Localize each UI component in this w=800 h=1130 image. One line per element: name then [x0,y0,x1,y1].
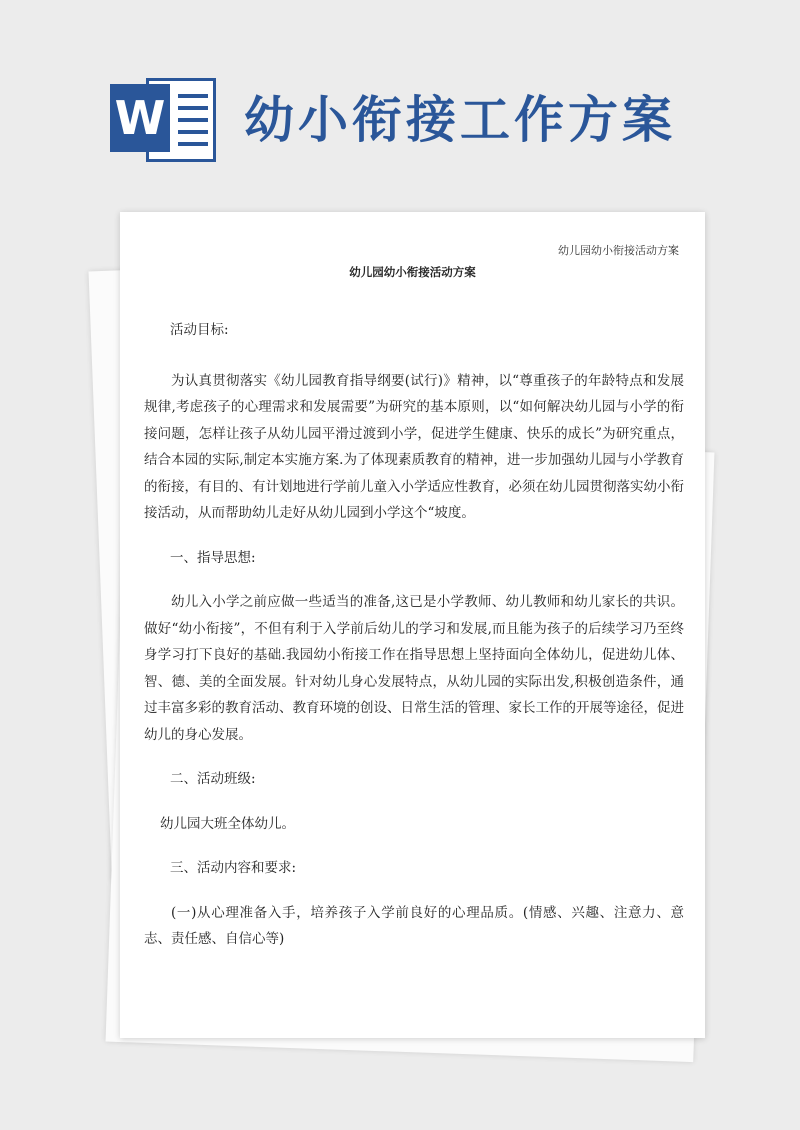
paragraph-guiding-thought: 幼儿入小学之前应做一些适当的准备,这已是小学教师、幼儿教师和幼儿家长的共识。做好“幼小衔接”，不但有利于入学前后幼儿的学习和发展,而且能为孩子的后续学习乃至终身学习打下良好的基础.我园幼小衔接工作在指导思想上坚持面向全体幼儿，促进幼儿体、智、德、美的全面发展。针对幼儿身心发展特点，从幼儿园的实际出发,积极创造条件，通过丰富多彩的教育活动、教育环境的创设、日常生活的管理、家长工作的开展等途径，促进幼儿的身心发展。 [144,594,684,743]
banner-title: 幼小衔接工作方案 [244,91,676,149]
paragraph-goals: 为认真贯彻落实《幼儿园教育指导纲要(试行)》精神，以“尊重孩子的年龄特点和发展规律,考虑孩子的心理需求和发展需要”为研究的基本原则，以“如何解决幼儿园与小学的衔接问题，怎样让孩子从幼儿园平滑过渡到小学，促进学生健康、快乐的成长”为研究重点，结合本园的实际,制定本实施方案.为了体现素质教育的精神，进一步加强幼儿园与小学教育的衔接，有目的、有计划地进行学前儿童入小学适应性教育，必须在幼儿园贯彻落实幼小衔接活动，从而帮助幼儿走好从幼儿园到小学这个“坡度。 [144,372,684,521]
page-header-note: 幼儿园幼小衔接活动方案 [558,244,679,257]
paragraph-content-1: (一)从心理准备入手，培养孩子入学前良好的心理品质。(情感、兴趣、注意力、意志、责任感、自信心等) [144,904,684,947]
page-heading: 幼儿园幼小衔接活动方案 [349,265,476,279]
section-label-goals: 活动目标: [170,322,229,338]
section-label-content: 三、活动内容和要求: [170,860,297,876]
section-label-guiding-thought: 一、指导思想: [170,549,256,566]
banner [0,0,800,210]
document-body [144,317,684,953]
section-label-classes: 二、活动班级: [170,771,256,787]
word-document-icon [110,74,220,166]
paragraph-classes: 幼儿园大班全体幼儿。 [160,815,295,832]
document-page [120,212,705,1038]
word-logo-letter: W [110,84,170,152]
